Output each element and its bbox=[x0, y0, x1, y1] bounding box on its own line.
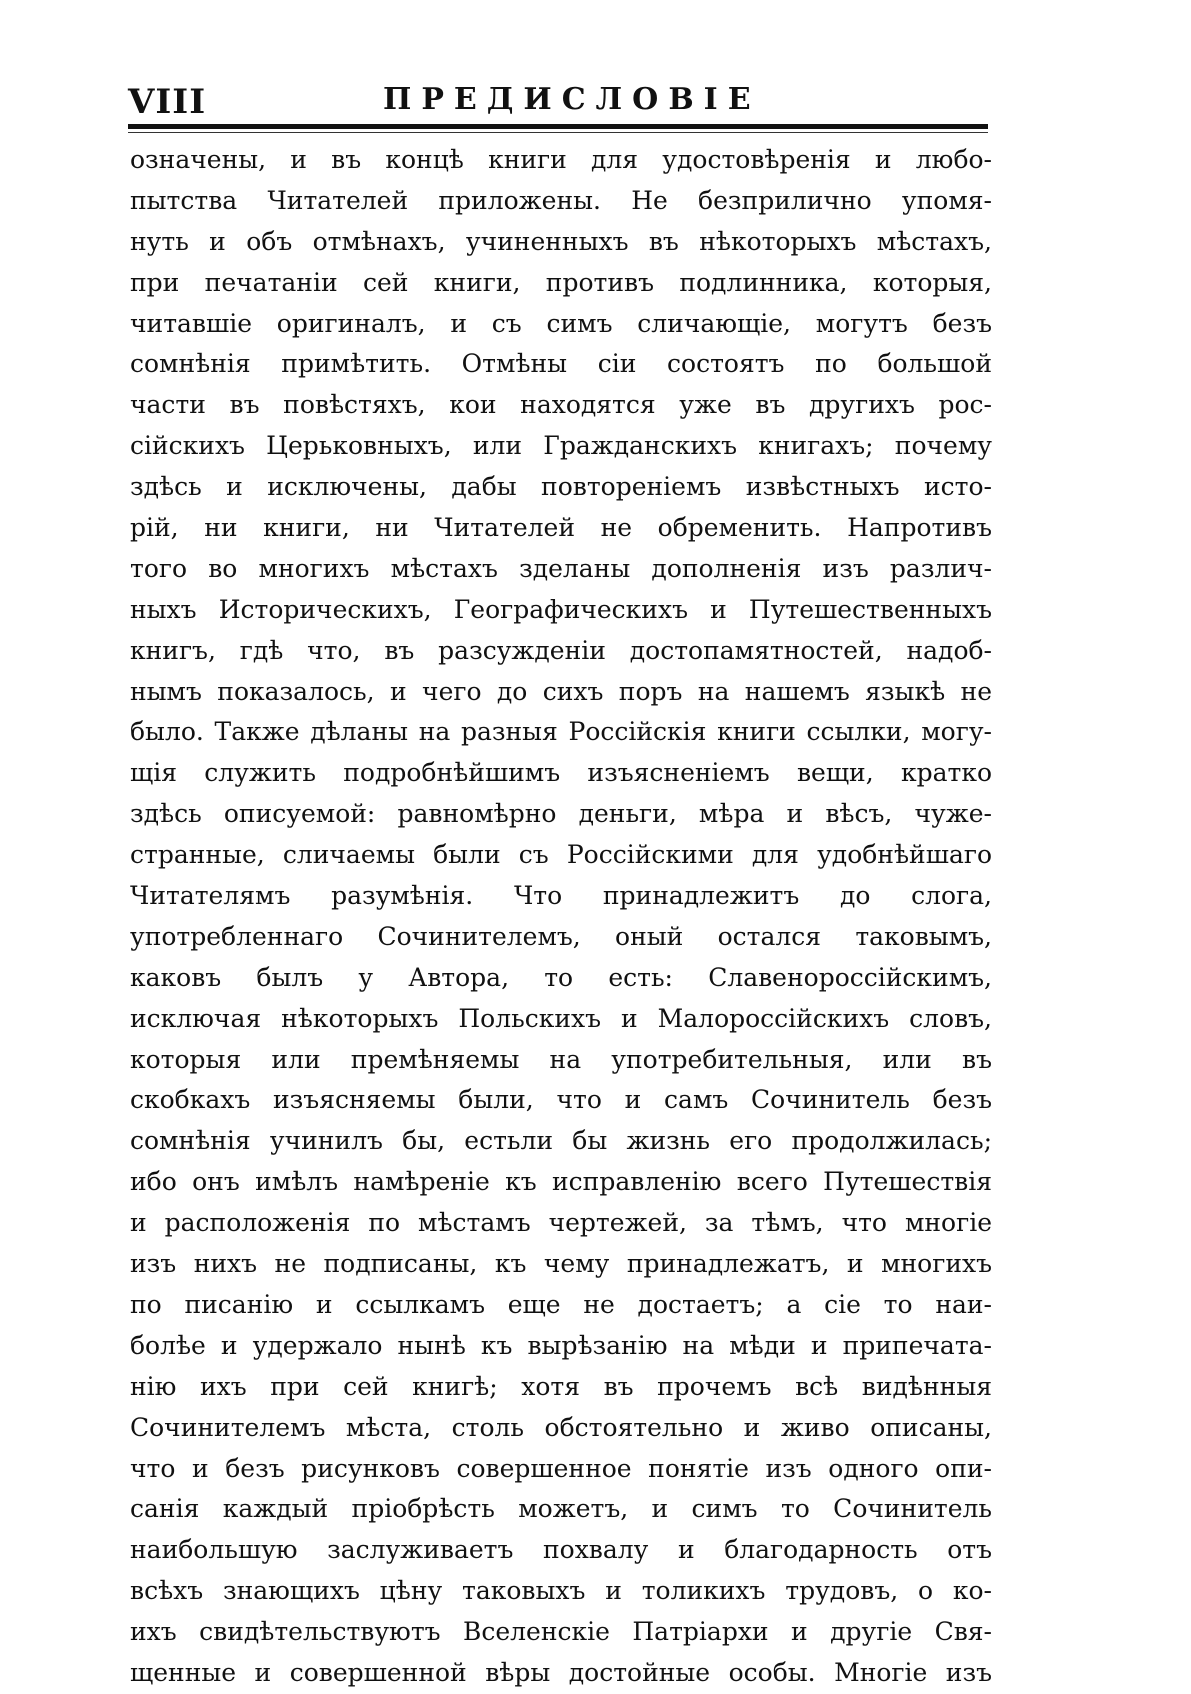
text-line: всѣхъ знающихъ цѣну таковыхъ и толикихъ трудовъ, о ко- bbox=[130, 1576, 992, 1606]
page-number: VIII bbox=[128, 82, 207, 122]
text-line: болѣе и удержало нынѣ къ вырѣзанію на мѣди и припечата- bbox=[130, 1330, 992, 1360]
text-line: читавшіе оригиналъ, и съ симъ сличающіе, могутъ безъ bbox=[130, 308, 992, 338]
text-line: книгъ, гдѣ что, въ разсужденіи достопамятностей, надоб- bbox=[130, 635, 992, 665]
text-line: сомнѣнія примѣтить. Отмѣны сіи состоятъ по большой bbox=[130, 349, 992, 379]
text-line: щенные и совершенной вѣры достойные особы. Многіе изъ bbox=[130, 1657, 992, 1687]
text-line: того во многихъ мѣстахъ зделаны дополненія изъ различ- bbox=[130, 553, 992, 583]
text-line: каковъ былъ у Автора, то есть: Славенороссійскимъ, bbox=[130, 962, 992, 992]
text-line: и расположенія по мѣстамъ чертежей, за тѣмъ, что многіе bbox=[130, 1208, 992, 1238]
text-line: исключая нѣкоторыхъ Польскихъ и Малороссійскихъ словъ, bbox=[130, 1003, 992, 1033]
text-line: странные, сличаемы были съ Россійскими для удобнѣйшаго bbox=[130, 840, 992, 870]
text-line: щія служить подробнѣйшимъ изъясненіемъ вещи, кратко bbox=[130, 758, 992, 788]
text-line: ихъ свидѣтельствуютъ Вселенскіе Патріархи и другіе Свя- bbox=[130, 1617, 992, 1647]
text-line: нуть и объ отмѣнахъ, учиненныхъ въ нѣкоторыхъ мѣстахъ, bbox=[130, 226, 992, 256]
text-line: части въ повѣстяхъ, кои находятся уже въ другихъ рос- bbox=[130, 390, 992, 420]
text-line: было. Также дѣланы на разныя Россійскія книги ссылки, могу- bbox=[130, 717, 992, 747]
text-line: сомнѣнія учинилъ бы, естьли бы жизнь его продолжилась; bbox=[130, 1126, 992, 1156]
text-line: санія каждый пріобрѣсть можетъ, и симъ то Сочинитель bbox=[130, 1494, 992, 1524]
text-line: Сочинителемъ мѣста, столь обстоятельно и живо описаны, bbox=[130, 1412, 992, 1442]
text-line: ныхъ Историческихъ, Географическихъ и Путешественныхъ bbox=[130, 594, 992, 624]
header-rule-thin bbox=[128, 132, 988, 133]
text-line: по писанію и ссылкамъ еще не достаетъ; а сіе то наи- bbox=[130, 1289, 992, 1319]
text-line: Читателямъ разумѣнія. Что принадлежитъ до слога, bbox=[130, 881, 992, 911]
text-line: при печатаніи сей книги, противъ подлинника, которыя, bbox=[130, 267, 992, 297]
text-line: наибольшую заслуживаетъ похвалу и благодарность отъ bbox=[130, 1535, 992, 1565]
page-title: ПРЕДИСЛОВІЕ bbox=[383, 82, 761, 117]
text-line: здѣсь и исключены, дабы повтореніемъ извѣстныхъ исто- bbox=[130, 472, 992, 502]
text-line: которыя или премѣняемы на употребительныя, или въ bbox=[130, 1044, 992, 1074]
page-header bbox=[128, 82, 988, 126]
text-line: пытства Читателей приложены. Не безприлично упомя- bbox=[130, 185, 992, 215]
text-line: что и безъ рисунковъ совершенное понятіе изъ одного опи- bbox=[130, 1453, 992, 1483]
header-rule bbox=[128, 124, 988, 129]
body-text bbox=[130, 140, 992, 1694]
text-line: употребленнаго Сочинителемъ, оный остался таковымъ, bbox=[130, 921, 992, 951]
text-line: здѣсь описуемой: равномѣрно деньги, мѣра и вѣсъ, чуже- bbox=[130, 799, 992, 829]
text-line: рій, ни книги, ни Читателей не обременить. Напротивъ bbox=[130, 513, 992, 543]
text-line: сійскихъ Церьковныхъ, или Гражданскихъ книгахъ; почему bbox=[130, 431, 992, 461]
text-line: нымъ показалось, и чего до сихъ поръ на нашемъ языкѣ не bbox=[130, 676, 992, 706]
text-line: изъ нихъ не подписаны, къ чему принадлежатъ, и многихъ bbox=[130, 1249, 992, 1279]
text-line: ибо онъ имѣлъ намѣреніе къ исправленію всего Путешествія bbox=[130, 1167, 992, 1197]
text-line: нію ихъ при сей книгѣ; хотя въ прочемъ всѣ видѣнныя bbox=[130, 1371, 992, 1401]
text-line: скобкахъ изъясняемы были, что и самъ Сочинитель безъ bbox=[130, 1085, 992, 1115]
text-line: означены, и въ концѣ книги для удостовѣренія и любо- bbox=[130, 145, 992, 174]
